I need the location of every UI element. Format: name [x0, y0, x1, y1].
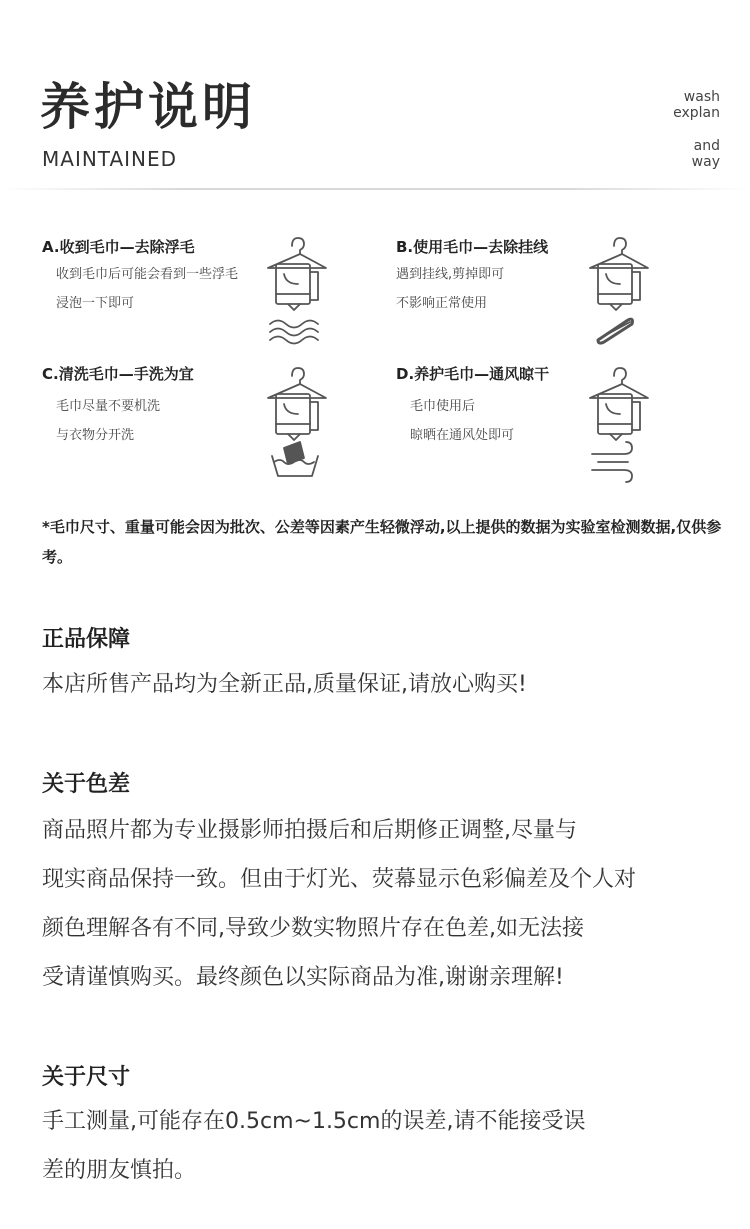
care-line: 不影响正常使用 — [396, 296, 488, 311]
side-caption-line: explan — [673, 105, 720, 121]
section-heading-authentic: 正品保障 — [42, 627, 131, 652]
section-text-authentic — [42, 660, 732, 709]
care-text-c — [56, 392, 160, 450]
hanger-towel-scissors-icon — [584, 232, 654, 347]
side-caption-top — [673, 89, 720, 121]
care-line: 遇到挂线,剪掉即可 — [396, 267, 505, 282]
care-line: 毛巾尽量不要机洗 — [56, 399, 161, 414]
section-heading-color: 关于色差 — [42, 772, 131, 797]
section-line: 差的朋友慎拍。 — [42, 1158, 197, 1183]
section-line: 商品照片都为专业摄影师拍摄后和后期修正调整,尽量与 — [42, 818, 577, 843]
hanger-towel-wind-icon — [584, 362, 654, 480]
side-caption-line: wash — [683, 89, 720, 105]
side-caption-bottom — [692, 138, 720, 170]
care-title-b: B.使用毛巾—去除挂线 — [396, 238, 549, 256]
care-line: 收到毛巾后可能会看到一些浮毛 — [56, 267, 239, 282]
section-heading-size: 关于尺寸 — [42, 1065, 131, 1090]
care-line: 与衣物分开洗 — [56, 428, 135, 443]
section-line: 本店所售产品均为全新正品,质量保证,请放心购买! — [42, 672, 527, 697]
care-title-d: D.养护毛巾—通风晾干 — [396, 365, 550, 383]
section-line: 受请谨慎购买。最终颜色以实际商品为准,谢谢亲理解! — [42, 965, 564, 990]
care-title-c: C.清洗毛巾—手洗为宜 — [42, 365, 194, 383]
care-title-a: A.收到毛巾—去除浮毛 — [42, 238, 195, 256]
care-text-a — [56, 260, 238, 318]
hanger-towel-waves-icon — [262, 232, 332, 347]
section-line: 颜色理解各有不同,导致少数实物照片存在色差,如无法接 — [42, 916, 584, 941]
side-caption-line: way — [691, 154, 720, 170]
section-text-color — [42, 806, 732, 1002]
page-title: 养护说明 — [40, 78, 256, 136]
section-text-size — [42, 1097, 732, 1195]
section-line: 手工测量,可能存在0.5cm~1.5cm的误差,请不能接受误 — [42, 1109, 586, 1134]
care-text-d — [410, 392, 514, 450]
care-line: 晾晒在通风处即可 — [410, 428, 515, 443]
header-divider — [0, 188, 750, 190]
hanger-towel-handwash-icon — [262, 362, 332, 480]
page-subtitle: MAINTAINED — [42, 147, 178, 171]
side-caption-line: and — [693, 138, 720, 154]
care-line: 毛巾使用后 — [410, 399, 476, 414]
section-line: 现实商品保持一致。但由于灯光、荧幕显示色彩偏差及个人对 — [42, 867, 637, 892]
care-text-b — [396, 260, 504, 318]
care-line: 浸泡一下即可 — [56, 296, 135, 311]
measurement-note: *毛巾尺寸、重量可能会因为批次、公差等因素产生轻微浮动,以上提供的数据为实验室检测数据,仅供参考。 — [42, 518, 722, 566]
